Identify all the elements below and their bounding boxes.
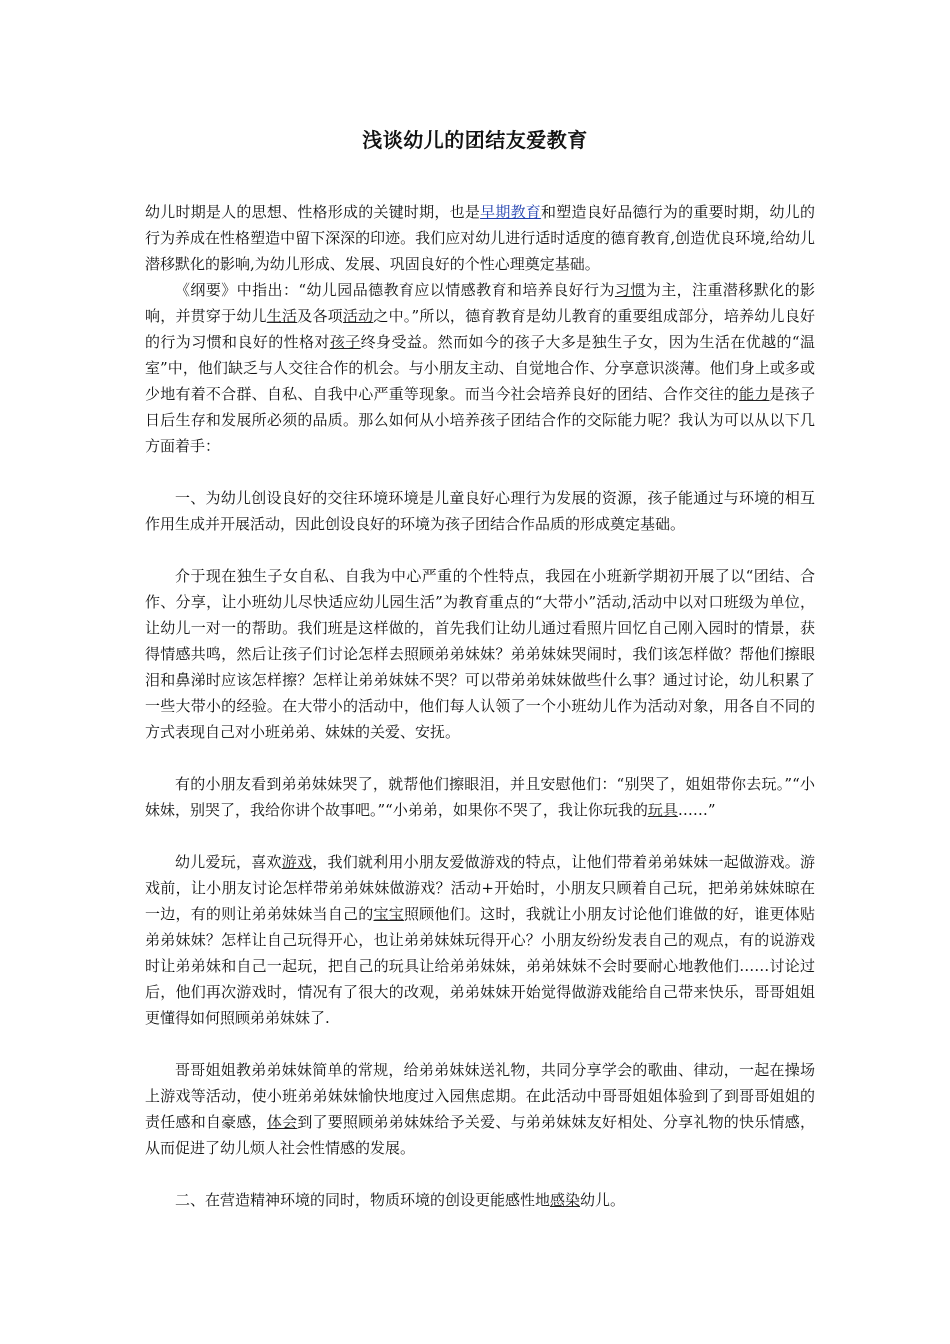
link-activity[interactable]: 活动 xyxy=(342,307,374,325)
paragraph-sharing xyxy=(145,1057,815,1161)
text-run: 之中。”所以，德育教育是幼儿教育的重要组成部分，培养幼儿良好的行为习惯和良好的性格对 xyxy=(145,307,815,351)
text-run: ……” xyxy=(677,801,716,819)
link-baby[interactable]: 宝宝 xyxy=(373,905,404,923)
paragraph-spacer xyxy=(145,537,815,563)
link-habit[interactable]: 习惯 xyxy=(614,281,646,299)
paragraph-spacer xyxy=(145,823,815,849)
paragraph-big-helps-small: 介于现在独生子女自私、自我为中心严重的个性特点，我园在小班新学期初开展了以“团结、合作、分享，让小班幼儿尽快适应幼儿园生活”为教育重点的“大带小”活动,活动中以对口班级为单位，让幼儿一对一的帮助。我们班是这样做的，首先我们让幼儿通过看照片回忆自己刚入园时的情景，获得情感共鸣，然后让孩子们讨论怎样去照顾弟弟妹妹？弟弟妹妹哭闹时，我们该怎样做？帮他们擦眼泪和鼻涕时应该怎样擦？怎样让弟弟妹妹不哭？可以带弟弟妹妹做些什么事？通过讨论，幼儿积累了一些大带小的经验。在大带小的活动中，他们每人认领了一个小班幼儿作为活动对象，用各自不同的方式表现自己对小班弟弟、妹妹的关爱、安抚。 xyxy=(145,567,815,741)
text-run: 为主，注重潜移默化的影响，并贯穿于幼儿 xyxy=(145,281,815,325)
link-game[interactable]: 游戏 xyxy=(281,853,313,871)
link-child[interactable]: 孩子 xyxy=(329,333,361,351)
text-run: 终身受益。然而如今的孩子大多是独生子女，因为生活在优越的“温室”中，他们缺乏与人交往合作的机会。与小朋友主动、自觉地合作、分享意识淡薄。他们身上或多或少地有着不合群、自私、自我中心严重等现象。而当今社会培养良好的团结、合作交往的 xyxy=(145,333,815,403)
text-run: 二、在营造精神环境的同时，物质环境的创设更能感性地 xyxy=(175,1191,551,1209)
paragraph-spacer xyxy=(145,745,815,771)
link-life[interactable]: 生活 xyxy=(266,307,298,325)
paragraph-spacer xyxy=(145,1161,815,1187)
text-run: 《纲要》中指出：“幼儿园品德教育应以情感教育和培养良好行为 xyxy=(175,281,615,299)
link-ability[interactable]: 能力 xyxy=(739,385,770,403)
text-run: 及各项 xyxy=(297,307,343,325)
paragraph-spacer xyxy=(145,1031,815,1057)
text-run: ，我们就利用小朋友爱做游戏的特点，让他们带着弟弟妹妹一起做游戏。游戏前，让小朋友讨论怎样带弟弟妹妹做游戏？活动+开始时，小朋友只顾着自己玩，把弟弟妹妹晾在一边，有的则让弟弟妹妹当自己的 xyxy=(145,853,815,923)
text-run: 到了要照顾弟弟妹妹给予关爱、与弟弟妹妹友好相处、分享礼物的快乐情感，从而促进了幼儿烦人社会性情感的发展。 xyxy=(145,1113,815,1157)
paragraph-intro xyxy=(145,199,815,277)
paragraph-games xyxy=(145,849,815,1031)
text-run: 幼儿爱玩，喜欢 xyxy=(175,853,282,871)
document-title: 浅谈幼儿的团结友爱教育 xyxy=(362,128,588,152)
text-run: 照顾他们。这时，我就让小朋友讨论他们谁做的好，谁更体贴弟弟妹妹？怎样让自己玩得开心，也让弟弟妹妹玩得开心？小朋友纷纷发表自己的观点，有的说游戏时让弟弟妹和自己一起玩，把自己的玩具让给弟弟妹妹，弟弟妹妹不会时要耐心地教他们……讨论过后，他们再次游戏时，情况有了很大的改观，弟弟妹妹开始觉得做游戏能给自己带来快乐，哥哥姐姐更懂得如何照顾弟弟妹妹了. xyxy=(145,905,815,1027)
paragraph-section-one: 一、为幼儿创设良好的交往环境环境是儿童良好心理行为发展的资源，孩子能通过与环境的相互作用生成并开展活动，因此创设良好的环境为孩子团结合作品质的形成奠定基础。 xyxy=(145,489,815,533)
text-run: 哥哥姐姐教弟弟妹妹简单的常规，给弟弟妹妹送礼物，共同分享学会的歌曲、律动，一起在操场上游戏等活动，使小班弟弟妹妹愉快地度过入园焦虑期。在此活动中哥哥姐姐体验到了到哥哥姐姐的责任感和自豪感， xyxy=(145,1061,815,1131)
paragraph-spacer xyxy=(145,459,815,485)
paragraph-section-two xyxy=(145,1187,815,1213)
link-influence[interactable]: 感染 xyxy=(550,1191,581,1209)
paragraph-guideline xyxy=(145,277,815,459)
text-run: 和塑造良好品德行为的重要时期，幼儿的行为养成在性格塑造中留下深深的印迹。我们应对幼儿进行适时适度的德育教育,创造优良环境,给幼儿潜移默化的影响,为幼儿形成、发展、巩固良好的个性心理奠定基础。 xyxy=(145,203,815,273)
text-run: 幼儿时期是人的思想、性格形成的关键时期，也是 xyxy=(145,203,481,221)
link-early-education[interactable]: 早期教育 xyxy=(480,203,542,221)
document-body xyxy=(145,199,815,1213)
paragraph-comforting xyxy=(145,771,815,823)
text-run: 幼儿。 xyxy=(580,1191,626,1209)
text-run: 有的小朋友看到弟弟妹妹哭了，就帮他们擦眼泪，并且安慰他们：“别哭了，姐姐带你去玩。”“小妹妹，别哭了，我给你讲个故事吧。”“小弟弟，如果你不哭了，我让你玩我的 xyxy=(145,775,815,819)
link-toy[interactable]: 玩具 xyxy=(647,801,678,819)
text-run: 是孩子日后生存和发展所必须的品质。那么如何从小培养孩子团结合作的交际能力呢？我认为可以从以下几方面着手： xyxy=(145,385,815,455)
link-experience[interactable]: 体会 xyxy=(266,1113,298,1131)
